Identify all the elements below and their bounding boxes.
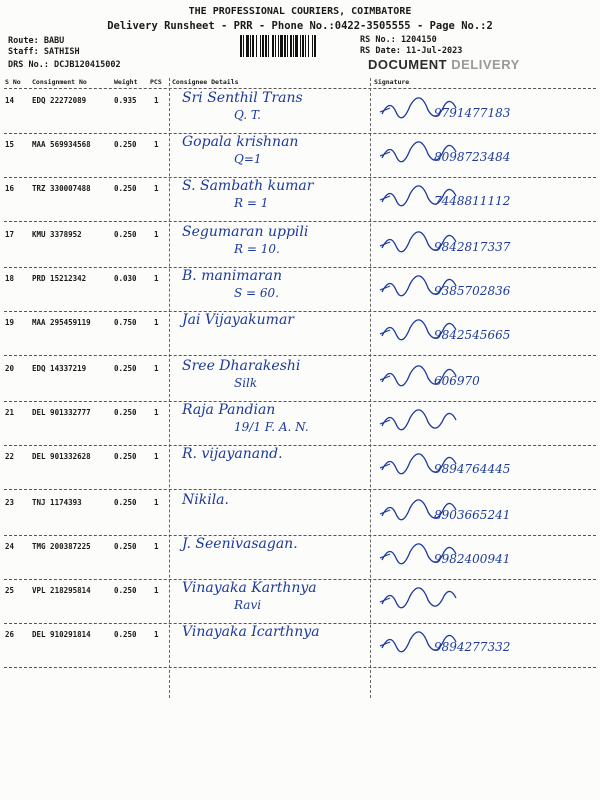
row-consignee-name: Nikila. xyxy=(182,492,229,508)
row-sno: 16 xyxy=(5,184,15,193)
row-signature-phone: 9894764445 xyxy=(434,462,511,476)
company-title: THE PROFESSIONAL COURIERS, COIMBATORE xyxy=(188,6,412,17)
row-consignment-no: DEL 901332777 xyxy=(32,408,91,417)
row-sno: 26 xyxy=(5,630,15,639)
row-pcs: 1 xyxy=(154,184,159,193)
row-signature-phone: 9982400941 xyxy=(434,552,511,566)
signature-scribble xyxy=(378,136,558,176)
row-signature-phone: 9842545665 xyxy=(434,328,511,342)
row-pcs: 1 xyxy=(154,230,159,239)
row-weight: 0.250 xyxy=(114,586,137,595)
row-sno: 17 xyxy=(5,230,15,239)
row-pcs: 1 xyxy=(154,274,159,283)
row-consignee-name: S. Sambath kumar xyxy=(182,178,314,194)
row-weight: 0.250 xyxy=(114,230,137,239)
row-consignment-no: TMG 200387225 xyxy=(32,542,91,551)
row-consignment-no: MAA 295459119 xyxy=(32,318,91,327)
drs-number: DRS No.: DCJB120415002 xyxy=(8,60,121,70)
row-weight: 0.250 xyxy=(114,452,137,461)
row-sno: 21 xyxy=(5,408,15,417)
signature-scribble xyxy=(378,626,558,666)
signature-scribble xyxy=(378,448,558,488)
row-consignee-name: Jai Vijayakumar xyxy=(182,312,294,328)
row-consignee-detail: Q=1 xyxy=(234,152,262,166)
rs-number: RS No.: 1204150 xyxy=(360,35,437,45)
row-consignment-no: MAA 569934568 xyxy=(32,140,91,149)
row-sno: 22 xyxy=(5,452,15,461)
row-consignment-no: DEL 901332628 xyxy=(32,452,91,461)
row-consignee-name: B. manimaran xyxy=(182,268,282,284)
row-consignee-name: Gopala krishnan xyxy=(182,134,299,150)
signature-scribble xyxy=(378,92,558,132)
signature-scribble xyxy=(378,270,558,310)
row-pcs: 1 xyxy=(154,452,159,461)
row-consignee-name: Sree Dharakeshi xyxy=(182,358,301,374)
row-consignee-name: Vinayaka Icarthnya xyxy=(182,624,320,640)
row-pcs: 1 xyxy=(154,140,159,149)
row-weight: 0.250 xyxy=(114,184,137,193)
signature-scribble xyxy=(378,360,558,400)
row-sno: 15 xyxy=(5,140,15,149)
row-sno: 20 xyxy=(5,364,15,373)
row-sno: 14 xyxy=(5,96,15,105)
row-consignment-no: KMU 3378952 xyxy=(32,230,82,239)
stamp-dark-text: DOCUMENT xyxy=(368,57,448,72)
col-header-weight: Weight xyxy=(114,78,138,86)
row-consignee-name: R. vijayanand. xyxy=(182,446,283,462)
row-sno: 24 xyxy=(5,542,15,551)
row-consignee-detail: Q. T. xyxy=(234,108,261,122)
row-consignment-no: TNJ 1174393 xyxy=(32,498,82,507)
signature-scribble xyxy=(378,494,558,534)
row-weight: 0.250 xyxy=(114,408,137,417)
row-pcs: 1 xyxy=(154,408,159,417)
row-consignment-no: VPL 218295814 xyxy=(32,586,91,595)
col-header-consignment: Consignment No xyxy=(32,78,87,86)
col-header-pcs: PCS xyxy=(150,78,162,86)
row-weight: 0.250 xyxy=(114,364,137,373)
signature-scribble xyxy=(378,404,558,444)
row-consignment-no: EDQ 14337219 xyxy=(32,364,87,373)
staff-label: Staff: SATHISH xyxy=(8,47,80,57)
row-pcs: 1 xyxy=(154,364,159,373)
row-consignee-name: Segumaran uppili xyxy=(182,224,309,240)
row-consignee-detail: R = 1 xyxy=(234,196,269,210)
signature-scribble xyxy=(378,226,558,266)
row-consignment-no: TRZ 330007488 xyxy=(32,184,91,193)
col-header-sno: S No xyxy=(5,78,21,86)
signature-scribble xyxy=(378,538,558,578)
row-signature-phone: 9894277332 xyxy=(434,640,511,654)
row-consignee-name: Vinayaka Karthnya xyxy=(182,580,317,596)
row-sno: 25 xyxy=(5,586,15,595)
rs-date: RS Date: 11-Jul-2023 xyxy=(360,46,463,56)
row-pcs: 1 xyxy=(154,630,159,639)
runsheet-table xyxy=(4,78,596,698)
row-weight: 0.030 xyxy=(114,274,137,283)
row-pcs: 1 xyxy=(154,586,159,595)
stamp-faint-text: DELIVERY xyxy=(451,57,520,72)
barcode-image xyxy=(240,35,356,57)
row-signature-phone: 8903665241 xyxy=(434,508,511,522)
row-pcs: 1 xyxy=(154,96,159,105)
signature-scribble xyxy=(378,180,558,220)
row-signature-phone: 9791477183 xyxy=(434,106,511,120)
row-consignee-detail: Ravi xyxy=(234,598,262,612)
row-consignee-name: J. Seenivasagan. xyxy=(182,536,298,552)
row-consignment-no: EDQ 22272089 xyxy=(32,96,87,105)
document-delivery-stamp xyxy=(368,57,520,72)
row-pcs: 1 xyxy=(154,498,159,507)
row-signature-phone: 7448811112 xyxy=(434,194,511,208)
row-signature-phone: 9385702836 xyxy=(434,284,511,298)
row-signature-phone: 8098723484 xyxy=(434,150,511,164)
row-weight: 0.250 xyxy=(114,498,137,507)
row-signature-phone: 9842817337 xyxy=(434,240,511,254)
row-pcs: 1 xyxy=(154,542,159,551)
row-consignee-name: Raja Pandian xyxy=(182,402,276,418)
row-consignee-detail: S = 60. xyxy=(234,286,279,300)
row-weight: 0.250 xyxy=(114,542,137,551)
row-consignee-detail: R = 10. xyxy=(234,242,280,256)
signature-scribble xyxy=(378,314,558,354)
row-sno: 23 xyxy=(5,498,15,507)
row-consignment-no: DEL 910291814 xyxy=(32,630,91,639)
row-weight: 0.935 xyxy=(114,96,137,105)
col-header-consignee: Consignee Details xyxy=(172,78,239,86)
row-weight: 0.750 xyxy=(114,318,137,327)
col-header-signature: Signature xyxy=(374,78,410,86)
row-consignee-name: Sri Senthil Trans xyxy=(182,90,303,106)
row-sno: 18 xyxy=(5,274,15,283)
row-consignee-detail: 19/1 F. A. N. xyxy=(234,420,309,434)
row-consignment-no: PRD 15212342 xyxy=(32,274,87,283)
signature-scribble xyxy=(378,582,558,622)
row-sno: 19 xyxy=(5,318,15,327)
row-weight: 0.250 xyxy=(114,630,137,639)
row-consignee-detail: Silk xyxy=(234,376,258,390)
row-weight: 0.250 xyxy=(114,140,137,149)
runsheet-title: Delivery Runsheet - PRR - Phone No.:0422-3505555 - Page No.:2 xyxy=(107,20,493,32)
row-pcs: 1 xyxy=(154,318,159,327)
row-signature-phone: 606970 xyxy=(434,374,480,388)
route-label: Route: BABU xyxy=(8,36,65,46)
